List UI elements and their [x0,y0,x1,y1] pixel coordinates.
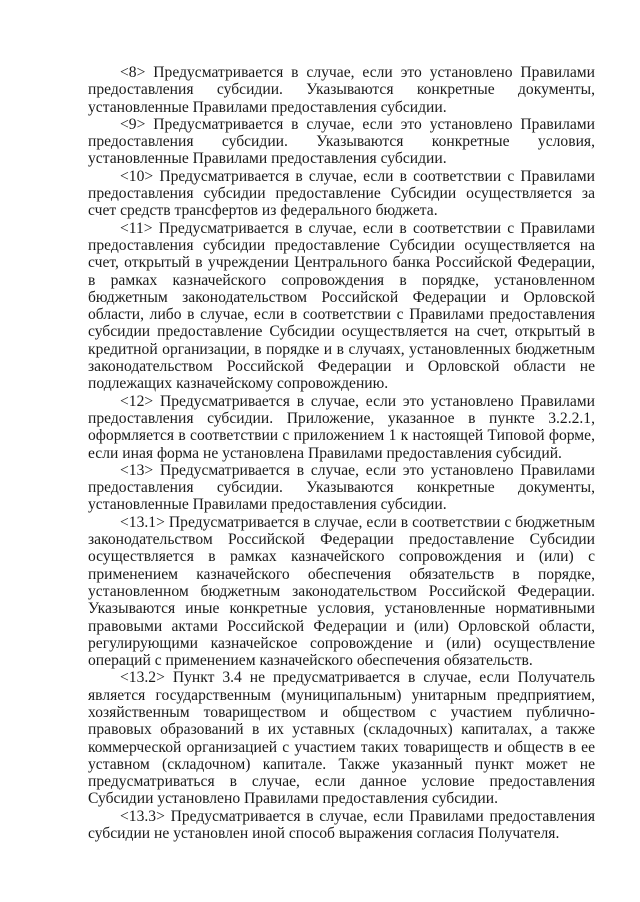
footnote-11: <11> Предусматривается в случае, если в соответствии с Правилами предоставления субсидии предоставление Субсидии осуществляется на счет, открытый в учреждении Центрального банка Российской Федерации, в рамках казначейского сопровождения в порядке, установленном бюджетным законодательством Российской Федерации и Орловской области, либо в случае, если в соответствии с Правилами предоставления субсидии предоставление Субсидии осуществляется на счет, открытый в кредитной организации, в порядке и в случаях, установленных бюджетным законодательством Российской Федерации и Орловской области не подлежащих казначейскому сопровождению. [88,219,595,393]
footnote-13: <13> Предусматривается в случае, если это установлено Правилами предоставления субсидии. Указываются конкретные документы, установленные Правилами предоставления субсидии. [88,461,595,514]
footnote-8: <8> Предусматривается в случае, если это установлено Правилами предоставления субсидии. Указываются конкретные документы, установленные Правилами предоставления субсидии. [88,64,595,116]
footnote-10: <10> Предусматривается в случае, если в соответствии с Правилами предоставления субсидии предоставление Субсидии осуществляется за счет средств трансфертов из федерального бюджета. [88,167,595,220]
footnote-9: <9> Предусматривается в случае, если это установлено Правилами предоставления субсидии. Указываются конкретные условия, установленные Правилами предоставления субсидии. [88,115,595,168]
footnote-13-1: <13.1> Предусматривается в случае, если в соответствии с бюджетным законодательством Российской Федерации предоставление Субсидии осуществляется в рамках казначейского сопровождения и (или) с применением казначейского обеспечения обязательств в порядке, установленном бюджетным законодательством Российской Федерации. Указываются иные конкретные условия, установленные нормативными правовыми актами Российской Федерации и (или) Орловской области, регулирующими казначейское сопровождение и (или) осуществление операций с применением казначейского обеспечения обязательств. [88,513,595,670]
footnote-13-3: <13.3> Предусматривается в случае, если Правилами предоставления субсидии не установлен иной способ выражения согласия Получателя. [88,807,595,843]
footnote-13-2: <13.2> Пункт 3.4 не предусматривается в случае, если Получатель является государственным (муниципальным) унитарным предприятием, хозяйственным товариществом и обществом с участием публично-правовых образований в их уставных (складочных) капиталах, а также коммерческой организацией с участием таких товариществ и обществ в ее уставном (складочном) капитале. Также указанный пункт может не предусматриваться в случае, если данное условие предоставления Субсидии установлено Правилами предоставления субсидии. [88,669,595,808]
document-page [88,64,595,842]
footnote-12: <12> Предусматривается в случае, если это установлено Правилами предоставления субсидии. Приложение, указанное в пункте 3.2.2.1, оформляется в соответствии с приложением 1 к настоящей Типовой форме, если иная форма не установлена Правилами предоставления субсидий. [88,392,595,462]
